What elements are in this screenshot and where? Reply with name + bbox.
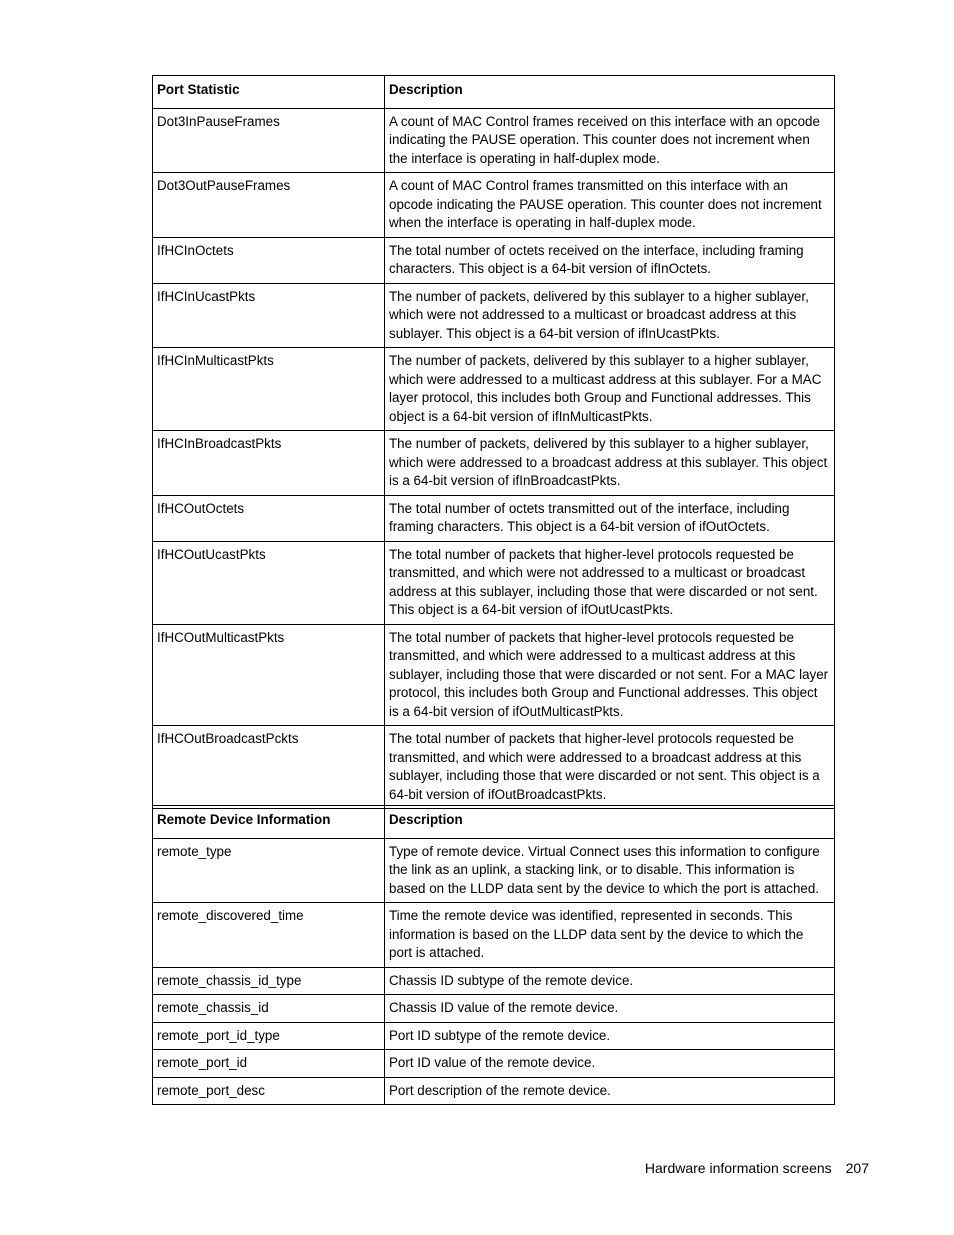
- field-name-cell: IfHCInMulticastPkts: [153, 348, 385, 431]
- description-cell: Type of remote device. Virtual Connect uses this information to configure the link as an uplink, a stacking link, or to disable. This information is based on the LLDP data sent by the device to which the port is attached.: [385, 838, 835, 903]
- column-header-description: Description: [385, 76, 835, 109]
- table-row: [153, 541, 835, 624]
- page-footer: [645, 1158, 869, 1178]
- field-name-cell: remote_type: [153, 838, 385, 903]
- field-name-cell: remote_discovered_time: [153, 903, 385, 968]
- table-row: [153, 108, 835, 173]
- field-name-cell: IfHCInBroadcastPkts: [153, 431, 385, 496]
- field-name-cell: IfHCOutUcastPkts: [153, 541, 385, 624]
- field-name-cell: IfHCOutMulticastPkts: [153, 624, 385, 726]
- field-name-cell: remote_port_desc: [153, 1077, 385, 1105]
- port-statistics-table: [152, 75, 835, 809]
- field-name-cell: Dot3OutPauseFrames: [153, 173, 385, 238]
- field-name-cell: remote_port_id: [153, 1050, 385, 1078]
- table-row: [153, 1022, 835, 1050]
- description-cell: The number of packets, delivered by this sublayer to a higher sublayer, which were addressed to a broadcast address at this sublayer. This object is a 64-bit version of ifInBroadcastPkts.: [385, 431, 835, 496]
- table-row: [153, 1050, 835, 1078]
- description-cell: The number of packets, delivered by this sublayer to a higher sublayer, which were not addressed to a multicast or broadcast address at this sublayer. This object is a 64-bit version of ifInUcastPkts.: [385, 283, 835, 348]
- description-cell: The total number of octets transmitted out of the interface, including framing characters. This object is a 64-bit version of ifOutOctets.: [385, 495, 835, 541]
- field-name-cell: IfHCOutOctets: [153, 495, 385, 541]
- description-cell: The total number of packets that higher-level protocols requested be transmitted, and which were addressed to a multicast address at this sublayer, including those that were discarded or not sent. For a MAC layer protocol, this includes both Group and Functional addresses. This object is a 64-bit version of ifOutMulticastPkts.: [385, 624, 835, 726]
- table-row: [153, 624, 835, 726]
- description-cell: A count of MAC Control frames received on this interface with an opcode indicating the PAUSE operation. This counter does not increment when the interface is operating in half-duplex mode.: [385, 108, 835, 173]
- column-header-port-statistic: Port Statistic: [153, 76, 385, 109]
- table-row: [153, 283, 835, 348]
- table-row: [153, 1077, 835, 1105]
- table-row: [153, 173, 835, 238]
- field-name-cell: IfHCInUcastPkts: [153, 283, 385, 348]
- table-row: [153, 495, 835, 541]
- table-header-row: [153, 76, 835, 109]
- description-cell: Port ID subtype of the remote device.: [385, 1022, 835, 1050]
- table-row: [153, 237, 835, 283]
- column-header-remote-device-information: Remote Device Information: [153, 806, 385, 839]
- description-cell: The total number of packets that higher-level protocols requested be transmitted, and which were addressed to a broadcast address at this sublayer, including those that were discarded or not sent. This object is a 64-bit version of ifOutBroadcastPkts.: [385, 726, 835, 809]
- table-header-row: [153, 806, 835, 839]
- table-row: [153, 903, 835, 968]
- description-cell: Chassis ID subtype of the remote device.: [385, 967, 835, 995]
- remote-device-table: [152, 805, 835, 1105]
- field-name-cell: remote_chassis_id_type: [153, 967, 385, 995]
- table-row: [153, 995, 835, 1023]
- description-cell: Chassis ID value of the remote device.: [385, 995, 835, 1023]
- footer-section-title: Hardware information screens: [644, 1160, 832, 1176]
- description-cell: Time the remote device was identified, represented in seconds. This information is based on the LLDP data sent by the device to which the port is attached.: [385, 903, 835, 968]
- page-number: 207: [845, 1160, 869, 1176]
- field-name-cell: remote_chassis_id: [153, 995, 385, 1023]
- table-row: [153, 431, 835, 496]
- remote-device-body: [153, 838, 835, 1105]
- field-name-cell: IfHCOutBroadcastPckts: [153, 726, 385, 809]
- description-cell: The total number of packets that higher-level protocols requested be transmitted, and which were not addressed to a multicast or broadcast address at this sublayer, including those that were discarded or not sent. This object is a 64-bit version of ifOutUcastPkts.: [385, 541, 835, 624]
- field-name-cell: remote_port_id_type: [153, 1022, 385, 1050]
- table-row: [153, 967, 835, 995]
- description-cell: Port ID value of the remote device.: [385, 1050, 835, 1078]
- column-header-description: Description: [385, 806, 835, 839]
- table-row: [153, 348, 835, 431]
- field-name-cell: IfHCInOctets: [153, 237, 385, 283]
- table-row: [153, 838, 835, 903]
- table-row: [153, 726, 835, 809]
- description-cell: The number of packets, delivered by this sublayer to a higher sublayer, which were addressed to a multicast address at this sublayer. For a MAC layer protocol, this includes both Group and Functional addresses. This object is a 64-bit version of ifInMulticastPkts.: [385, 348, 835, 431]
- description-cell: Port description of the remote device.: [385, 1077, 835, 1105]
- field-name-cell: Dot3InPauseFrames: [153, 108, 385, 173]
- description-cell: The total number of octets received on the interface, including framing characters. This object is a 64-bit version of ifInOctets.: [385, 237, 835, 283]
- description-cell: A count of MAC Control frames transmitted on this interface with an opcode indicating the PAUSE operation. This counter does not increment when the interface is operating in half-duplex mode.: [385, 173, 835, 238]
- port-statistics-body: [153, 108, 835, 809]
